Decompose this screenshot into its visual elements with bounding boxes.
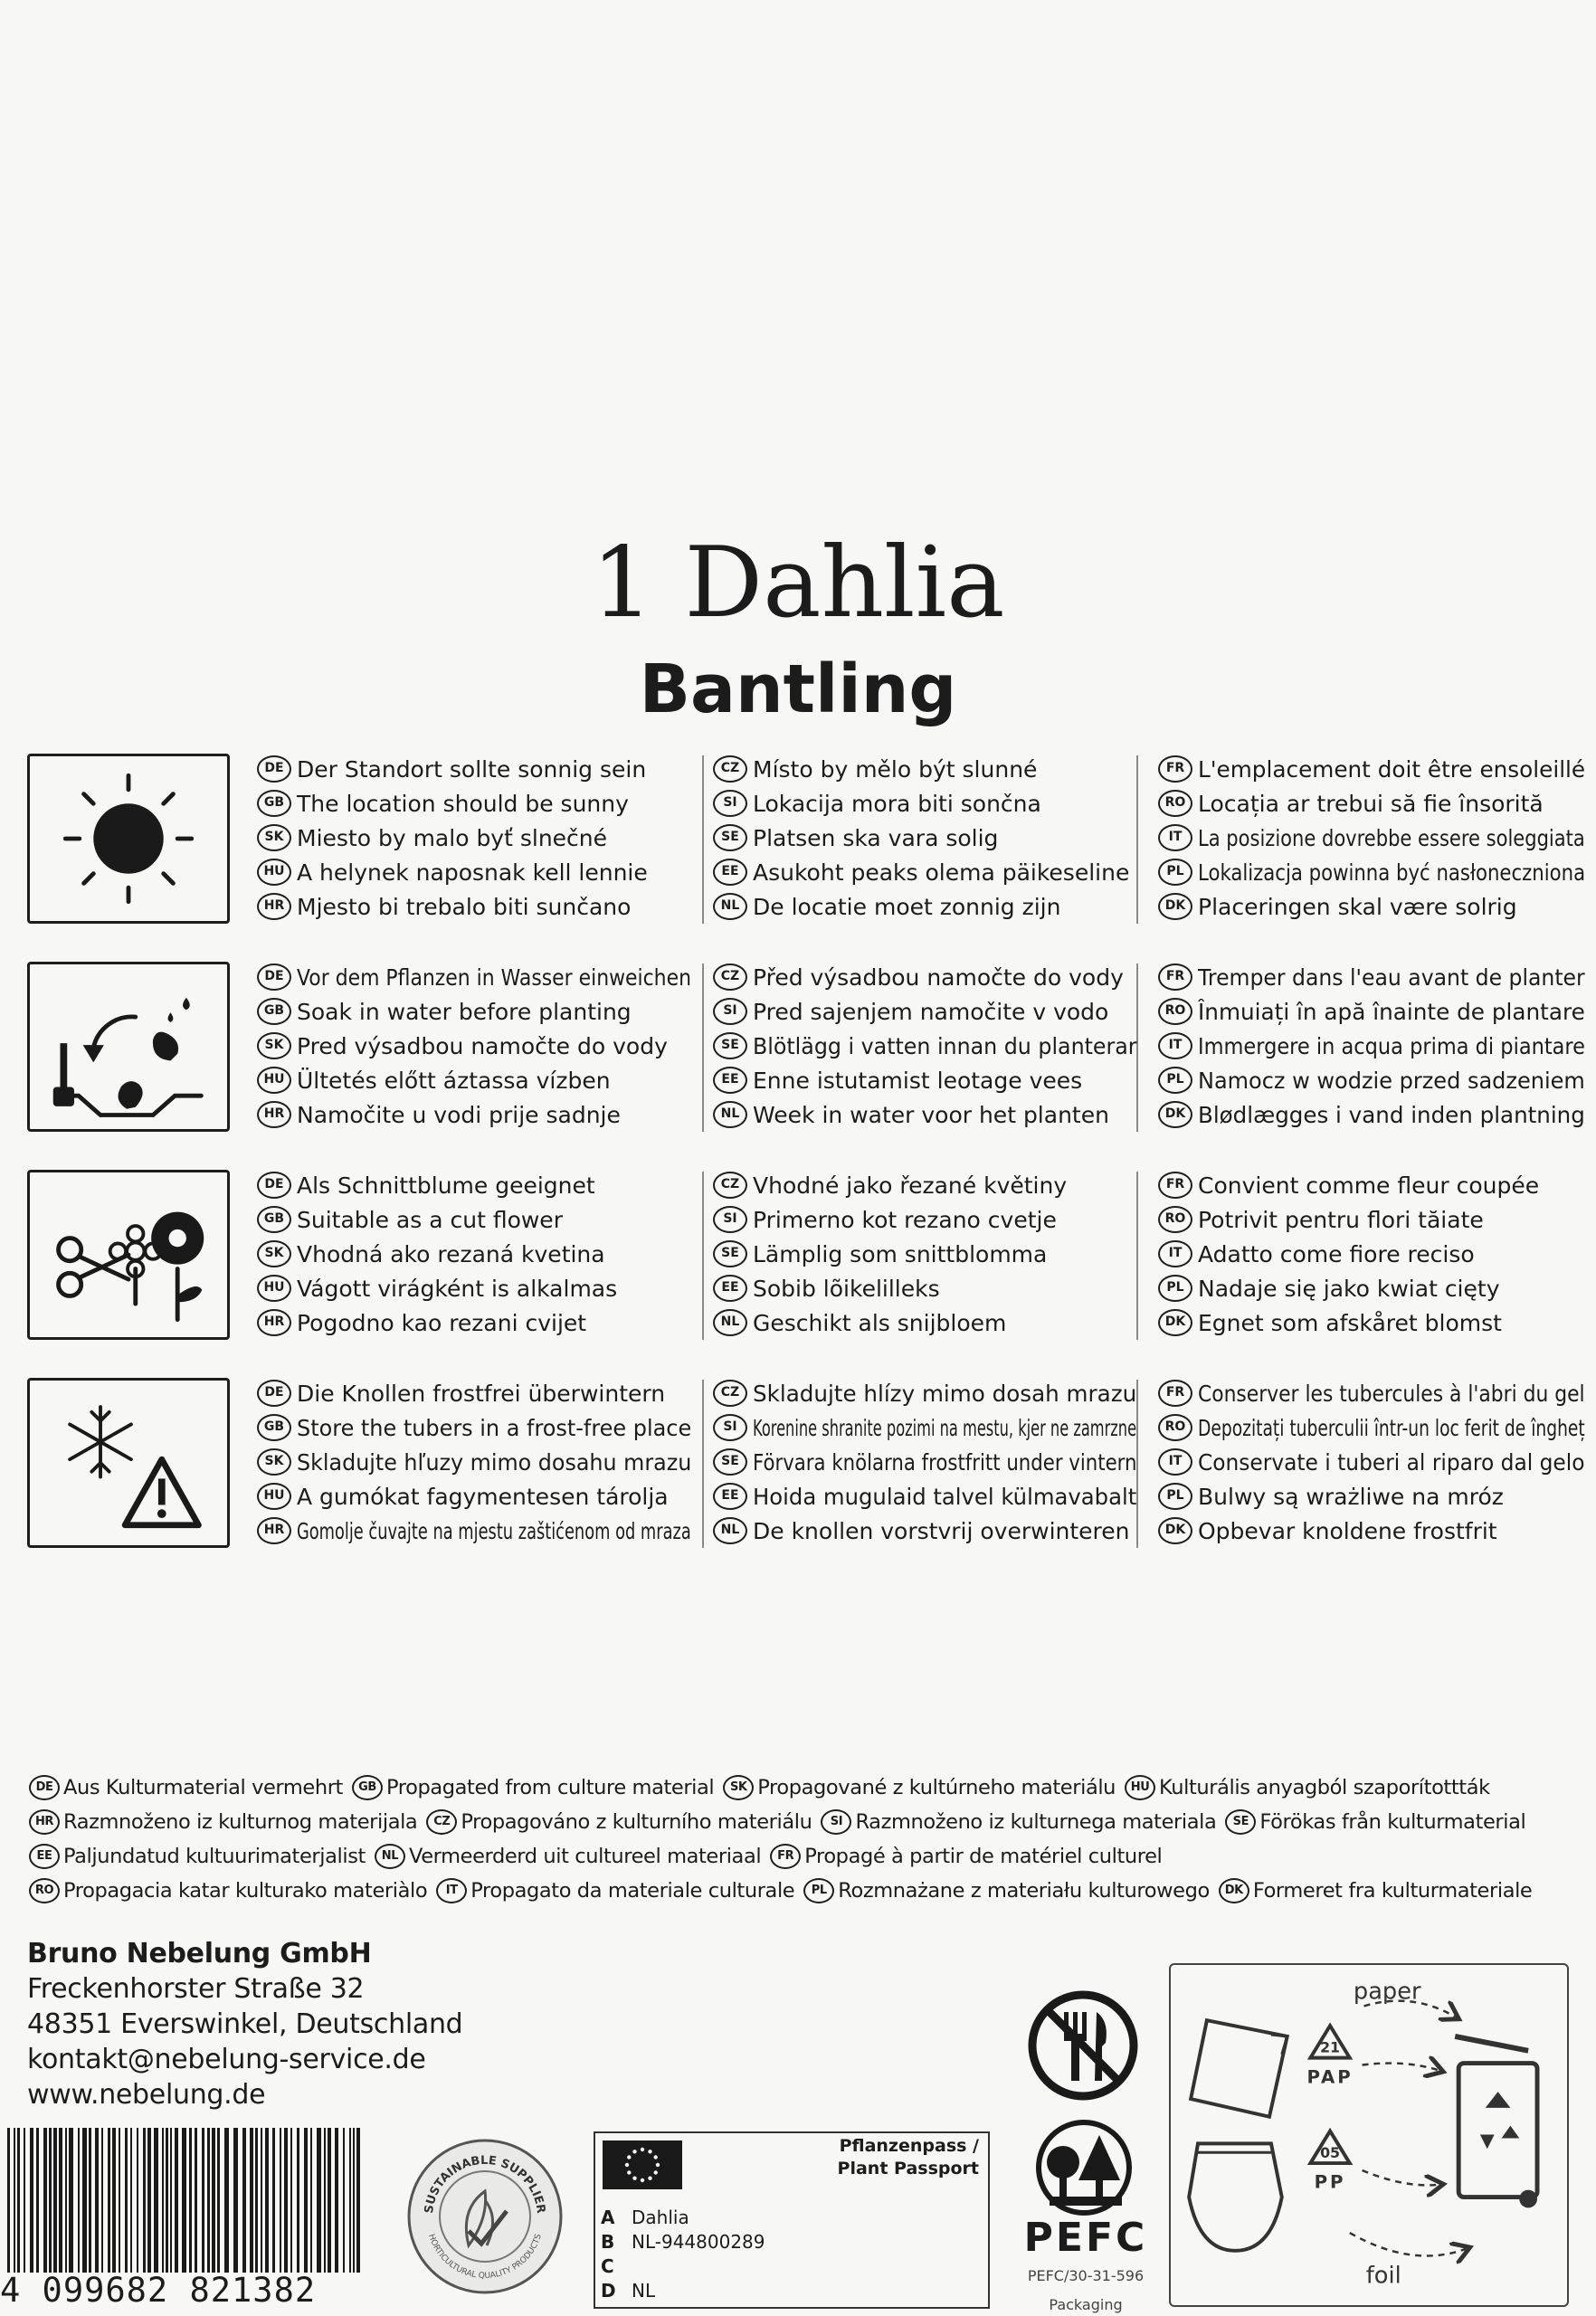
lang-line (1158, 893, 1517, 920)
instruction-text: La posizione dovrebbe essere soleggiata (1198, 824, 1585, 851)
svg-text:PAP: PAP (1306, 2066, 1354, 2088)
lang-line (1158, 755, 1590, 783)
propagation-text: Förökas från kulturmaterial (1259, 1810, 1526, 1834)
pefc-name: PEFC (1023, 2215, 1148, 2261)
country-code-badge: CZ (426, 1809, 457, 1835)
passport-value: NL-944800289 (632, 2231, 765, 2253)
instruction-text: The location should be sunny (297, 790, 629, 817)
instruction-text: Depozitați tuberculii într-un loc ferit de îngheț (1198, 1414, 1585, 1441)
lang-line (713, 1309, 1006, 1336)
propagation-text: Kulturális anyagból szaporítottták (1159, 1776, 1490, 1799)
cut-flower-icon-box (27, 1170, 230, 1340)
instruction-text: Conserver les tubercules à l'abri du gel (1198, 1380, 1585, 1407)
country-code-badge: HU (257, 1483, 291, 1510)
country-code-badge: PL (1158, 1275, 1192, 1302)
lang-line (1158, 998, 1590, 1025)
lang-column (1158, 1380, 1587, 1552)
instruction-text: Immergere in acqua prima di piantare (1198, 1032, 1585, 1059)
country-code-badge: DK (1158, 893, 1192, 920)
instruction-text: Miesto by malo byť slnečné (297, 824, 608, 851)
instruction-text: Ültetés előtt áztassa vízben (297, 1067, 611, 1094)
instruction-text: Hoida mugulaid talvel külmavabalt (753, 1483, 1137, 1510)
instruction-text: Vor dem Pflanzen in Wasser einweichen (297, 963, 691, 991)
country-code-badge: NL (713, 1309, 747, 1336)
instruction-text: Asukoht peaks olema päikeseline (753, 859, 1130, 886)
lang-line (713, 1206, 1057, 1233)
lang-line (713, 1448, 1204, 1476)
lang-column (257, 1380, 693, 1552)
country-code-badge: DE (257, 1172, 291, 1199)
instruction-text: Namocz w wodzie przed sadzeniem (1198, 1067, 1585, 1094)
country-code-badge: IT (1158, 824, 1192, 851)
instruction-text: Förvara knölarna frostfritt under vintern (753, 1448, 1137, 1476)
frost-warning-icon (30, 1381, 227, 1545)
email: kontakt@nebelung-service.de (27, 2044, 426, 2075)
lang-line (257, 1309, 586, 1336)
country-code-badge: CZ (713, 1380, 747, 1407)
lang-line (1158, 1240, 1475, 1267)
instruction-text: A helynek naposnak kell lennie (297, 859, 648, 886)
instruction-text: Lämplig som snittblomma (753, 1240, 1048, 1267)
lang-column (713, 1380, 1138, 1552)
country-code-badge: EE (713, 1483, 747, 1510)
passport-row (601, 2254, 765, 2279)
lang-line (713, 1517, 1130, 1544)
instruction-text: Tremper dans l'eau avant de planter (1198, 963, 1585, 991)
propagation-text: Propagacia katar kulturako materiàlo (63, 1879, 428, 1903)
country-code-badge: EE (713, 1067, 747, 1094)
instruction-text: Opbevar knoldene frostfrit (1198, 1517, 1497, 1544)
passport-value: NL (632, 2280, 656, 2302)
lang-column (713, 963, 1138, 1135)
street: Freckenhorster Straße 32 (27, 1973, 365, 2005)
propagation-line (27, 1844, 1169, 1869)
lang-line (257, 1172, 595, 1199)
instruction-text: Primerno kot rezano cvetje (753, 1206, 1057, 1233)
lang-line (257, 1067, 611, 1094)
instruction-text: Înmuiați în apă înainte de plantare (1198, 998, 1585, 1025)
passport-key: A (601, 2207, 615, 2228)
instruction-text: Nadaje się jako kwiat cięty (1198, 1275, 1500, 1302)
instruction-text: Vhodná ako rezaná kvetina (297, 1240, 605, 1267)
country-code-badge: SI (713, 790, 747, 817)
instruction-text: Store the tubers in a frost-free place (297, 1414, 692, 1441)
country-code-badge: DK (1219, 1878, 1249, 1903)
sustainable-supplier-seal (405, 2137, 565, 2296)
lang-line (257, 1448, 711, 1476)
lang-line (257, 998, 632, 1025)
lang-column (713, 1172, 1138, 1343)
country-code-badge: GB (257, 1206, 291, 1233)
country-code-badge: CZ (713, 963, 747, 991)
lang-line (1158, 859, 1596, 886)
lang-line (1158, 1172, 1539, 1199)
propagation-line (27, 1809, 1533, 1835)
lang-line (257, 824, 607, 851)
instruction-text: Sobib lõikelilleks (753, 1275, 940, 1302)
instruction-text: Als Schnittblume geeignet (297, 1172, 595, 1199)
company-name: Bruno Nebelung GmbH (27, 1938, 372, 1970)
country-code-badge: HU (1125, 1775, 1155, 1800)
country-code-badge: RO (1158, 998, 1192, 1025)
lang-column (1158, 1172, 1587, 1343)
country-code-badge: RO (29, 1878, 60, 1903)
city: 48351 Everswinkel, Deutschland (27, 2008, 463, 2040)
cut-flower-icon (30, 1172, 227, 1337)
lang-line (1158, 1309, 1502, 1336)
soak-icon-box (27, 962, 230, 1132)
propagation-text: Razmnoženo iz kulturnega materiala (855, 1810, 1217, 1834)
lang-line (257, 790, 629, 817)
country-code-badge: GB (257, 790, 291, 817)
instruction-text: De locatie moet zonnig zijn (753, 893, 1061, 920)
country-code-badge: SE (713, 1240, 747, 1267)
passport-value: Dahlia (632, 2207, 689, 2228)
instruction-text: Die Knollen frostfrei überwintern (297, 1380, 666, 1407)
country-code-badge: FR (770, 1844, 801, 1869)
country-code-badge: SK (723, 1775, 754, 1800)
lang-line (257, 1032, 668, 1059)
country-code-badge: GB (352, 1775, 383, 1800)
lang-line (1158, 1206, 1484, 1233)
instruction-text: Soak in water before planting (297, 998, 632, 1025)
country-code-badge: FR (1158, 755, 1192, 783)
country-code-badge: SI (821, 1809, 851, 1835)
instruction-text: Mjesto bi trebalo biti sunčano (297, 893, 632, 920)
country-code-badge: SI (713, 998, 747, 1025)
instruction-text: Lokalizacja powinna być nasłoneczniona (1198, 859, 1586, 886)
country-code-badge: PL (1158, 1483, 1192, 1510)
product-title: 1 Dahlia (591, 527, 1005, 640)
lang-line (713, 1275, 940, 1302)
instruction-text: Blødlægges i vand inden plantning (1198, 1101, 1585, 1128)
lang-line (713, 1380, 1143, 1407)
passport-row (601, 2279, 765, 2303)
svg-text:SUSTAINABLE SUPPLIER: SUSTAINABLE SUPPLIER (422, 2153, 548, 2215)
propagation-text: Vermeerderd uit cultureel materiaal (408, 1845, 762, 1868)
lang-line (1158, 1101, 1592, 1128)
country-code-badge: HU (257, 1275, 291, 1302)
country-code-badge: SE (713, 1448, 747, 1476)
country-code-badge: CZ (713, 1172, 747, 1199)
country-code-badge: GB (257, 1414, 291, 1441)
country-code-badge: DE (257, 1380, 291, 1407)
seal-icon (405, 2137, 565, 2296)
country-code-badge: DE (257, 963, 291, 991)
barcode-bars (0, 2128, 362, 2273)
lang-line (713, 1032, 1157, 1059)
pefc-label: Packaging (1049, 2296, 1123, 2313)
lang-line (1158, 1032, 1596, 1059)
lang-line (713, 1240, 1047, 1267)
country-code-badge: HR (257, 1309, 291, 1336)
instruction-text: Egnet som afskåret blomst (1198, 1309, 1502, 1336)
passport-title (838, 2135, 979, 2180)
instruction-text: L'emplacement doit être ensoleillé (1198, 755, 1586, 783)
country-code-badge: SE (713, 824, 747, 851)
not-edible-icon (1024, 1987, 1142, 2104)
instruction-text: Week in water voor het planten (753, 1101, 1109, 1128)
barcode-digits: 4 099682 821382 (0, 2271, 317, 2310)
lang-line (713, 1483, 1147, 1510)
website: www.nebelung.de (27, 2079, 266, 2111)
instruction-text: Skladujte hlízy mimo dosah mrazu (753, 1380, 1137, 1407)
pefc-logo (1013, 2117, 1158, 2316)
lang-line (713, 859, 1129, 886)
passport-key: C (601, 2255, 614, 2277)
propagation-text: Razmnoženo iz kulturnog materijala (63, 1810, 418, 1834)
instruction-text: Platsen ska vara solig (753, 824, 999, 851)
country-code-badge: RO (1158, 1206, 1192, 1233)
propagation-text: Propagated from culture material (385, 1776, 715, 1799)
country-code-badge: RO (1158, 790, 1192, 817)
instruction-text: Vágott virágként is alkalmas (297, 1275, 618, 1302)
lang-line (257, 893, 631, 920)
passport-title-en: Plant Passport (837, 2159, 979, 2178)
recycling-panel (1169, 1963, 1569, 2307)
lang-line (257, 859, 648, 886)
instruction-text: Conservate i tuberi al riparo dal gelo (1198, 1448, 1585, 1476)
country-code-badge: EE (713, 859, 747, 886)
instruction-text: Der Standort sollte sonnig sein (297, 755, 647, 783)
country-code-badge: CZ (713, 755, 747, 783)
lang-line (713, 790, 1041, 817)
lang-line (1158, 790, 1544, 817)
product-variety: Bantling (639, 650, 957, 728)
lang-line (257, 1101, 621, 1128)
lang-line (1158, 1380, 1596, 1407)
lang-line (257, 1275, 617, 1302)
country-code-badge: IT (1158, 1240, 1192, 1267)
lang-column (1158, 755, 1587, 927)
svg-text:foil: foil (1365, 2262, 1401, 2290)
lang-line (713, 998, 1108, 1025)
lang-column (257, 1172, 693, 1343)
lang-line (1158, 1275, 1499, 1302)
sun-icon (30, 756, 227, 921)
country-code-badge: HR (257, 1517, 291, 1544)
frost-icon-box (27, 1378, 230, 1548)
country-code-badge: DK (1158, 1517, 1192, 1544)
instruction-text: Lokacija mora biti sončna (753, 790, 1041, 817)
instruction-text: Locația ar trebui să fie însorită (1198, 790, 1544, 817)
country-code-badge: SI (713, 1206, 747, 1233)
country-code-badge: PL (803, 1878, 834, 1903)
lang-line (257, 1414, 708, 1441)
country-code-badge: DE (29, 1775, 60, 1800)
passport-row (601, 2230, 765, 2254)
instruction-text: Gomolje čuvajte na mjestu zaštićenom od mraza (297, 1517, 691, 1544)
country-code-badge: SK (257, 1032, 291, 1059)
lang-line (713, 1101, 1109, 1128)
instruction-text: Pred výsadbou namočte do vody (297, 1032, 668, 1059)
country-code-badge: IT (1158, 1448, 1192, 1476)
instruction-text: Suitable as a cut flower (297, 1206, 563, 1233)
propagation-line (27, 1878, 1539, 1903)
company-address (27, 1936, 462, 2112)
lang-line (1158, 1517, 1497, 1544)
lang-line (1158, 1483, 1504, 1510)
instruction-text: Před výsadbou namočte do vody (753, 963, 1124, 991)
country-code-badge: EE (29, 1844, 60, 1869)
propagation-line (27, 1775, 1497, 1800)
country-code-badge: RO (1158, 1414, 1192, 1441)
lang-column (257, 755, 693, 927)
country-code-badge: DE (257, 755, 291, 783)
lang-line (257, 1380, 665, 1407)
country-code-badge: FR (1158, 963, 1192, 991)
country-code-badge: PL (1158, 1067, 1192, 1094)
propagation-text: Propagované z kultúrneho materiálu (757, 1776, 1116, 1799)
lang-line (257, 755, 646, 783)
lang-column (1158, 963, 1587, 1135)
lang-line (713, 824, 998, 851)
country-code-badge: GB (257, 998, 291, 1025)
lang-line (1158, 963, 1596, 991)
country-code-badge: PL (1158, 859, 1192, 886)
lang-column (257, 963, 693, 1135)
instruction-text: Convient comme fleur coupée (1198, 1172, 1540, 1199)
country-code-badge: FR (1158, 1380, 1192, 1407)
passport-key: D (601, 2280, 616, 2302)
instruction-text: Placeringen skal være solrig (1198, 893, 1517, 920)
passport-title-de: Pflanzenpass / (839, 2136, 979, 2156)
passport-row (601, 2206, 765, 2230)
country-code-badge: SE (713, 1032, 747, 1059)
instruction-text: Geschikt als snijbloem (753, 1309, 1007, 1336)
country-code-badge: SE (1225, 1809, 1256, 1835)
lang-line (713, 1172, 1067, 1199)
instruction-text: Bulwy są wrażliwe na mróz (1198, 1483, 1504, 1510)
instruction-text: Vhodné jako řezané květiny (753, 1172, 1068, 1199)
instruction-text: Namočite u vodi prije sadnje (297, 1101, 621, 1128)
lang-line (1158, 1414, 1596, 1441)
lang-line (257, 1206, 563, 1233)
country-code-badge: SK (257, 1448, 291, 1476)
pefc-code: PEFC/30-31-596 (1027, 2267, 1145, 2284)
plant-passport (594, 2131, 990, 2309)
instruction-text: De knollen vorstvrij overwinteren (753, 1517, 1130, 1544)
country-code-badge: DK (1158, 1101, 1192, 1128)
lang-line (257, 1483, 669, 1510)
country-code-badge: SK (257, 1240, 291, 1267)
propagation-text: Formeret fra kulturmateriale (1252, 1879, 1533, 1903)
lang-line (713, 1067, 1082, 1094)
propagation-text: Aus Kulturmaterial vermehrt (63, 1776, 343, 1799)
instruction-text: Enne istutamist leotage vees (753, 1067, 1083, 1094)
lang-line (713, 963, 1124, 991)
country-code-badge: SK (257, 824, 291, 851)
country-code-badge: EE (713, 1275, 747, 1302)
country-code-badge: NL (375, 1844, 405, 1869)
lang-line (713, 755, 1037, 783)
country-code-badge: HR (257, 893, 291, 920)
lang-line (1158, 824, 1596, 851)
recycling-graphic (1171, 1965, 1566, 2304)
country-code-badge: IT (1158, 1032, 1192, 1059)
country-code-badge: NL (713, 1101, 747, 1128)
instruction-text: Pred sajenjem namočite v vodo (753, 998, 1109, 1025)
country-code-badge: HU (257, 859, 291, 886)
passport-rows (601, 2206, 765, 2303)
instruction-text: A gumókat fagymentesen tárolja (297, 1483, 669, 1510)
propagation-text: Propagováno z kulturního materiálu (461, 1810, 812, 1834)
svg-text:21: 21 (1320, 2038, 1341, 2056)
lang-line (713, 893, 1060, 920)
soak-planting-icon (30, 964, 227, 1129)
lang-line (1158, 1067, 1596, 1094)
instruction-text: Korenine shranite pozimi na mestu, kjer ne zamrzne (753, 1414, 1137, 1441)
country-code-badge: DK (1158, 1309, 1192, 1336)
instruction-text: Místo by mělo být slunné (753, 755, 1038, 783)
country-code-badge: IT (436, 1878, 467, 1903)
sun-icon-box (27, 754, 230, 924)
instruction-text: Blötlägg i vatten innan du planterar (753, 1032, 1137, 1059)
instruction-text: Potrivit pentru flori tăiate (1198, 1206, 1484, 1233)
svg-text:PP: PP (1314, 2171, 1346, 2193)
country-code-badge: NL (713, 1517, 747, 1544)
propagation-text: Propagé à partir de matériel culturel (804, 1845, 1163, 1868)
instruction-text: Adatto come fiore reciso (1198, 1240, 1475, 1267)
country-code-badge: NL (713, 893, 747, 920)
propagation-text: Propagato da materiale culturale (470, 1879, 795, 1903)
lang-column (713, 755, 1138, 927)
svg-text:paper: paper (1353, 1978, 1421, 2006)
propagation-text: Paljundatud kultuurimaterjalist (63, 1845, 366, 1868)
barcode (0, 2128, 362, 2316)
country-code-badge: FR (1158, 1172, 1192, 1199)
eu-flag-icon (603, 2140, 682, 2189)
country-code-badge: HR (257, 1101, 291, 1128)
country-code-badge: SI (713, 1414, 747, 1441)
instruction-text: Pogodno kao rezani cvijet (297, 1309, 587, 1336)
svg-text:05: 05 (1320, 2144, 1341, 2162)
lang-line (257, 1240, 605, 1267)
svg-text:HORTICULTURAL QUALITY PRODUCTS: HORTICULTURAL QUALITY PRODUCTS (426, 2233, 544, 2282)
propagation-text: Rozmnażane z materiału kulturowego (838, 1879, 1210, 1903)
lang-line (1158, 1448, 1596, 1476)
pefc-tree-icon (1013, 2117, 1158, 2216)
country-code-badge: HU (257, 1067, 291, 1094)
passport-key: B (601, 2231, 615, 2253)
country-code-badge: HR (29, 1809, 60, 1835)
lang-line (257, 963, 746, 991)
instruction-text: Skladujte hľuzy mimo dosahu mrazu (297, 1448, 692, 1476)
